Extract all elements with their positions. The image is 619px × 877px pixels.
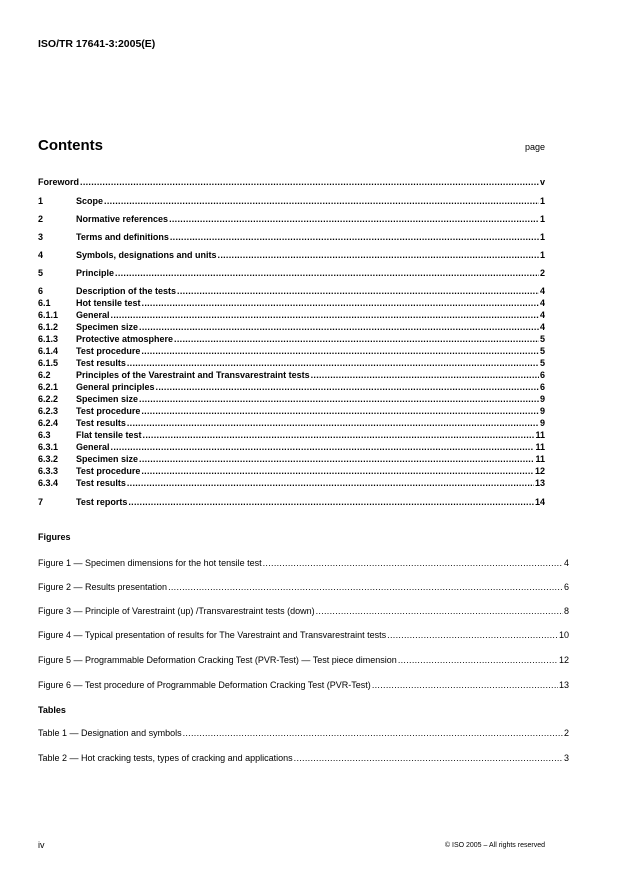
figure-entry[interactable]: [38, 654, 569, 666]
toc-entry-title: Test results: [76, 418, 126, 428]
toc-entry-title: Test reports: [76, 497, 128, 507]
toc-entry[interactable]: [38, 297, 545, 309]
toc-entry[interactable]: [38, 231, 545, 243]
toc-entry-title: Test results: [76, 478, 126, 488]
dot-leader: [143, 429, 535, 441]
toc-entry-page: 9: [539, 406, 545, 416]
figure-entry-title: Figure 5 — Programmable Deformation Cracking Test (PVR-Test) — Test piece dimension: [38, 655, 397, 665]
table-entry-page: 3: [563, 753, 569, 763]
toc-entry[interactable]: [38, 321, 545, 333]
toc-entry-page: 1: [539, 196, 545, 206]
dot-leader: [218, 249, 539, 261]
toc-entry-page: 4: [539, 322, 545, 332]
figure-entry-title: Figure 3 — Principle of Varestraint (up) /Transvarestraint tests (down): [38, 606, 315, 616]
dot-leader: [128, 496, 534, 508]
dot-leader: [387, 629, 558, 641]
toc-entry-page: 4: [539, 310, 545, 320]
toc-entry[interactable]: [38, 417, 545, 429]
dot-leader: [142, 297, 539, 309]
figure-entry-title: Figure 6 — Test procedure of Programmable Deformation Cracking Test (PVR-Test): [38, 680, 371, 690]
toc-entry-page: 1: [539, 214, 545, 224]
toc-entry-title: Flat tensile test: [76, 430, 142, 440]
toc-entry-number: 6.2.2: [38, 394, 59, 404]
table-entry-page: 2: [563, 728, 569, 738]
toc-entry[interactable]: [38, 285, 545, 297]
toc-entry-page: 6: [539, 382, 545, 392]
dot-leader: [316, 605, 563, 617]
toc-entry-page: 2: [539, 268, 545, 278]
toc-entry-title: Scope: [76, 196, 104, 206]
figure-entry-page: 12: [558, 655, 569, 665]
toc-entry-number: 3: [38, 232, 44, 242]
figure-entry-page: 8: [563, 606, 569, 616]
toc-entry-number: 6.2.3: [38, 406, 59, 416]
toc-entry-title: General principles: [76, 382, 155, 392]
dot-leader: [141, 465, 534, 477]
toc-entry-number: 4: [38, 250, 44, 260]
dot-leader: [139, 453, 534, 465]
toc-entry[interactable]: [38, 429, 545, 441]
toc-entry-page: v: [539, 177, 545, 187]
dot-leader: [168, 581, 563, 593]
toc-entry-page: 11: [535, 430, 545, 440]
toc-entry-page: 5: [539, 346, 545, 356]
figure-entry-page: 6: [563, 582, 569, 592]
dot-leader: [294, 752, 563, 764]
toc-entry-title: Test procedure: [76, 406, 141, 416]
figure-entry-page: 13: [558, 680, 569, 690]
toc-entry-number: 6.2.1: [38, 382, 59, 392]
toc-entry-number: 6.1.4: [38, 346, 59, 356]
toc-entry-title: Test procedure: [76, 346, 141, 356]
toc-entry[interactable]: [38, 393, 545, 405]
dot-leader: [170, 231, 539, 243]
toc-entry-page: 4: [539, 286, 545, 296]
toc-entry-title: General: [76, 442, 110, 452]
toc-entry-number: 7: [38, 497, 44, 507]
footer-copyright: © ISO 2005 – All rights reserved: [444, 842, 545, 849]
toc-entry[interactable]: [38, 345, 545, 357]
toc-entry-title: General: [76, 310, 110, 320]
dot-leader: [177, 285, 539, 297]
toc-entry-page: 5: [539, 358, 545, 368]
toc-entry-page: 9: [539, 418, 545, 428]
toc-entry[interactable]: [38, 496, 545, 508]
toc-entry-title: Test results: [76, 358, 126, 368]
toc-entry[interactable]: [38, 267, 545, 279]
toc-entry[interactable]: [38, 213, 545, 225]
figure-entry[interactable]: [38, 557, 569, 569]
toc-entry[interactable]: [38, 333, 545, 345]
toc-entry[interactable]: [38, 249, 545, 261]
dot-leader: [127, 357, 539, 369]
table-entry[interactable]: [38, 727, 569, 739]
toc-entry-number: 6.2.4: [38, 418, 59, 428]
toc-entry[interactable]: [38, 405, 545, 417]
dot-leader: [311, 369, 539, 381]
dot-leader: [174, 333, 539, 345]
toc-entry-number: 6.1.3: [38, 334, 59, 344]
dot-leader: [141, 405, 539, 417]
toc-entry-title: Principles of the Varestraint and Transvarestraint tests: [76, 370, 310, 380]
toc-entry-number: 6.3.2: [38, 454, 59, 464]
footer-page-number: iv: [38, 840, 45, 850]
dot-leader: [115, 267, 539, 279]
toc-entry-page: 11: [535, 442, 545, 452]
toc-entry[interactable]: [38, 357, 545, 369]
toc-entry-title: Principle: [76, 268, 115, 278]
dot-leader: [156, 381, 539, 393]
dot-leader: [127, 477, 534, 489]
toc-entry-number: 6.3: [38, 430, 51, 440]
toc-entry-title: Foreword: [38, 177, 80, 187]
toc-entry-title: Hot tensile test: [76, 298, 141, 308]
dot-leader: [139, 393, 539, 405]
toc-entry-page: 1: [539, 232, 545, 242]
toc-entry-number: 6.2: [38, 370, 51, 380]
dot-leader: [111, 309, 539, 321]
toc-entry-page: 9: [539, 394, 545, 404]
toc-entry-number: 6.1: [38, 298, 51, 308]
toc-entry-title: Symbols, designations and units: [76, 250, 217, 260]
toc-entry-title: Description of the tests: [76, 286, 177, 296]
toc-entry[interactable]: [38, 465, 545, 477]
toc-entry-title: Test procedure: [76, 466, 141, 476]
toc-entry-title: Specimen size: [76, 394, 139, 404]
figure-entry[interactable]: [38, 581, 569, 593]
toc-entry-title: Normative references: [76, 214, 169, 224]
figure-entry[interactable]: [38, 679, 569, 691]
figure-entry-page: 10: [558, 630, 569, 640]
dot-leader: [80, 176, 539, 188]
toc-entry-page: 13: [534, 478, 545, 488]
figure-entry-title: Figure 1 — Specimen dimensions for the hot tensile test: [38, 558, 262, 568]
dot-leader: [127, 417, 539, 429]
figures-title: Figures: [38, 532, 71, 542]
toc-entry[interactable]: [38, 369, 545, 381]
toc-entry-page: 11: [535, 454, 545, 464]
toc-entry-number: 2: [38, 214, 44, 224]
table-entry[interactable]: [38, 752, 569, 764]
contents-title: Contents: [38, 137, 103, 154]
figure-entry-title: Figure 4 — Typical presentation of results for The Varestraint and Transvarestraint tests: [38, 630, 387, 640]
toc-entry[interactable]: [38, 441, 545, 453]
dot-leader: [139, 321, 539, 333]
toc-entry-page: 1: [539, 250, 545, 260]
toc-entry[interactable]: [38, 309, 545, 321]
figure-entry[interactable]: [38, 605, 569, 617]
dot-leader: [263, 557, 563, 569]
toc-entry[interactable]: [38, 453, 545, 465]
figure-entry-title: Figure 2 — Results presentation: [38, 582, 168, 592]
table-entry-title: Table 2 — Hot cracking tests, types of cracking and applications: [38, 753, 293, 763]
toc-entry-number: 6.1.5: [38, 358, 59, 368]
dot-leader: [183, 727, 563, 739]
toc-entry-title: Specimen size: [76, 322, 139, 332]
dot-leader: [111, 441, 535, 453]
dot-leader: [169, 213, 539, 225]
toc-entry-number: 6: [38, 286, 44, 296]
toc-entry-page: 14: [534, 497, 545, 507]
toc-entry-title: Specimen size: [76, 454, 139, 464]
toc-entry[interactable]: [38, 195, 545, 207]
toc-entry-number: 6.1.1: [38, 310, 59, 320]
dot-leader: [398, 654, 558, 666]
dot-leader: [104, 195, 539, 207]
figure-entry-page: 4: [563, 558, 569, 568]
toc-entry-title: Protective atmosphere: [76, 334, 174, 344]
page-column-label: page: [524, 142, 545, 152]
dot-leader: [141, 345, 539, 357]
tables-title: Tables: [38, 705, 66, 715]
document-id: ISO/TR 17641-3:2005(E): [38, 38, 156, 50]
figure-entry[interactable]: [38, 629, 569, 641]
toc-entry-number: 5: [38, 268, 44, 278]
toc-entry[interactable]: [38, 477, 545, 489]
toc-entry-page: 4: [539, 298, 545, 308]
dot-leader: [372, 679, 558, 691]
toc-entry[interactable]: [38, 176, 545, 188]
toc-entry-number: 6.3.1: [38, 442, 59, 452]
toc-entry-page: 5: [539, 334, 545, 344]
toc-entry-page: 6: [539, 370, 545, 380]
table-entry-title: Table 1 — Designation and symbols: [38, 728, 182, 738]
toc-entry-number: 6.3.4: [38, 478, 59, 488]
toc-entry-number: 6.3.3: [38, 466, 59, 476]
toc-entry[interactable]: [38, 381, 545, 393]
toc-entry-number: 1: [38, 196, 44, 206]
toc-entry-number: 6.1.2: [38, 322, 59, 332]
toc-entry-page: 12: [534, 466, 545, 476]
toc-entry-title: Terms and definitions: [76, 232, 169, 242]
